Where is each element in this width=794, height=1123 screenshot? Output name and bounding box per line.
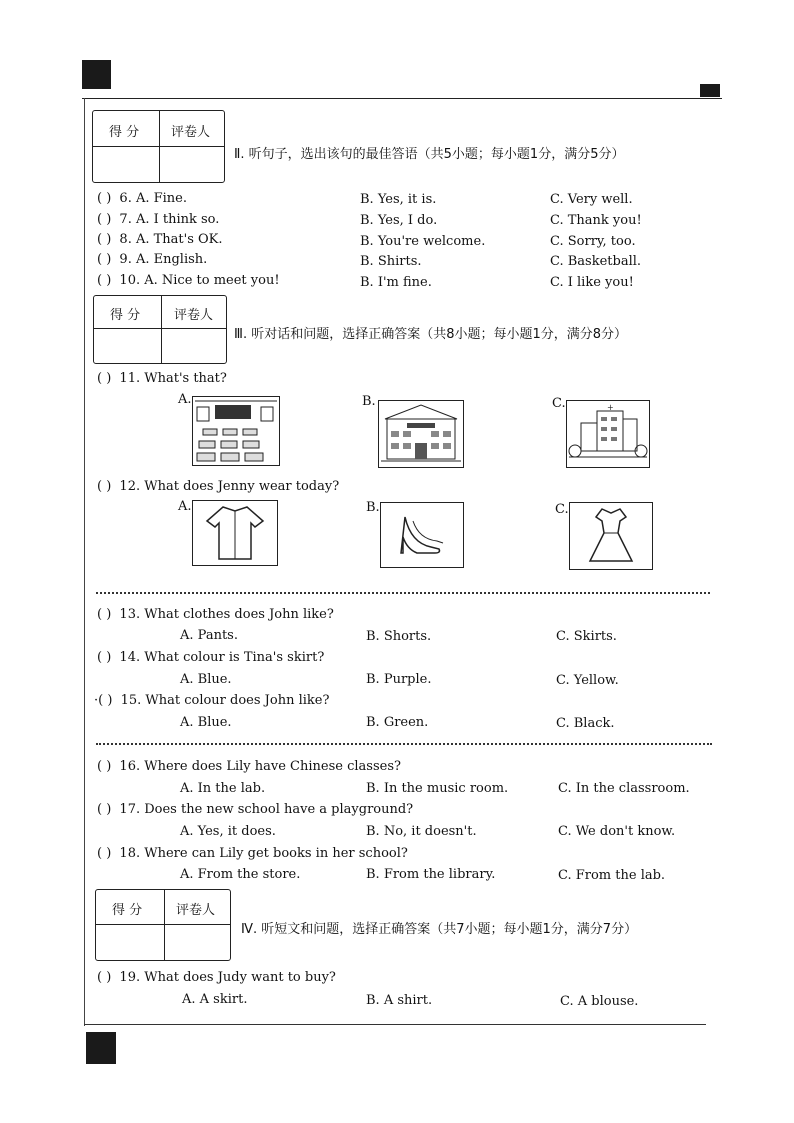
question-text: 16. Where does Lily have Chinese classes?: [119, 759, 401, 774]
frame-top-rule: [82, 98, 722, 99]
question-text: 15. What colour does John like?: [120, 693, 330, 708]
option-b-label: B.: [366, 500, 380, 515]
question-12: [97, 479, 339, 494]
option-b: B. No, it doesn't.: [366, 824, 477, 839]
question-text: 13. What clothes does John like?: [119, 607, 334, 622]
question-19: [97, 970, 336, 985]
score-box-section-3: [93, 295, 227, 364]
question-16: [97, 759, 401, 774]
school-building-picture[interactable]: [378, 400, 464, 468]
option-a-label: A.: [178, 499, 192, 514]
answer-bracket[interactable]: ( ): [97, 371, 112, 386]
option-b-label: B.: [362, 394, 376, 409]
question-14: [97, 650, 324, 665]
question-text: 17. Does the new school have a playground?: [119, 802, 414, 817]
corner-mark-top-right: [700, 84, 720, 97]
answer-bracket[interactable]: ( ): [97, 212, 112, 227]
question-18: [97, 846, 408, 861]
score-box-section-2: [92, 110, 225, 183]
answer-bracket[interactable]: ( ): [97, 191, 112, 206]
section-4-title: Ⅳ. 听短文和问题，选择正确答案（共7小题；每小题1分，满分7分）: [241, 922, 638, 937]
option-c: C. I like you!: [550, 275, 634, 290]
option-b: B. Green.: [366, 715, 429, 730]
grader-label: 评卷人: [171, 125, 211, 140]
option-c: C. Sorry, too.: [550, 234, 636, 249]
question-9: [97, 252, 207, 267]
answer-bracket[interactable]: ·( ): [94, 693, 113, 708]
question-11: [97, 371, 227, 386]
question-text: 8. A. That's OK.: [119, 232, 223, 247]
question-13: [97, 607, 334, 622]
dotted-separator: [96, 592, 710, 594]
question-text: 6. A. Fine.: [119, 191, 187, 206]
option-c: C. Black.: [556, 716, 615, 731]
question-text: 14. What colour is Tina's skirt?: [119, 650, 325, 665]
grader-label: 评卷人: [176, 903, 216, 918]
option-b: B. A shirt.: [366, 993, 433, 1008]
svg-text:+: +: [607, 403, 614, 412]
frame-bottom-rule: [84, 1024, 706, 1025]
option-a-label: A.: [178, 392, 192, 407]
question-text: 10. A. Nice to meet you!: [119, 273, 280, 288]
answer-bracket[interactable]: ( ): [97, 479, 112, 494]
option-c: C. A blouse.: [560, 994, 639, 1009]
question-8: [97, 232, 223, 247]
question-15: [94, 693, 329, 708]
option-b: B. From the library.: [366, 867, 496, 882]
score-box-section-4: [95, 889, 231, 961]
answer-bracket[interactable]: ( ): [97, 607, 112, 622]
option-c: C. Very well.: [550, 192, 633, 207]
question-6: [97, 191, 187, 206]
option-a: A. A skirt.: [182, 992, 248, 1007]
answer-bracket[interactable]: ( ): [97, 273, 112, 288]
question-text: 18. Where can Lily get books in her school?: [119, 846, 408, 861]
question-17: [97, 802, 413, 817]
option-b: B. Shorts.: [366, 629, 432, 644]
answer-bracket[interactable]: ( ): [97, 970, 112, 985]
option-a: A. Yes, it does.: [180, 824, 276, 839]
shoes-picture[interactable]: [380, 502, 464, 568]
question-text: 11. What's that?: [119, 371, 227, 386]
frame-left-rule: [84, 98, 85, 1026]
answer-bracket[interactable]: ( ): [97, 759, 112, 774]
option-c: C. Basketball.: [550, 254, 642, 269]
score-label: 得 分: [112, 903, 143, 918]
score-label: 得 分: [109, 125, 140, 140]
option-b: B. You're welcome.: [360, 234, 486, 249]
hospital-building-picture[interactable]: [566, 400, 650, 468]
corner-mark-bottom-left: [86, 1032, 116, 1064]
option-a: A. In the lab.: [180, 781, 266, 796]
dress-picture[interactable]: [569, 502, 653, 570]
answer-bracket[interactable]: ( ): [97, 252, 112, 267]
option-b: B. I'm fine.: [360, 275, 432, 290]
coat-picture[interactable]: [192, 500, 278, 566]
classroom-picture[interactable]: [192, 396, 280, 466]
question-text: 19. What does Judy want to buy?: [119, 970, 336, 985]
option-b: B. Shirts.: [360, 254, 422, 269]
option-b: B. Yes, I do.: [360, 213, 438, 228]
answer-bracket[interactable]: ( ): [97, 802, 112, 817]
grader-label: 评卷人: [174, 308, 214, 323]
answer-bracket[interactable]: ( ): [97, 232, 112, 247]
answer-bracket[interactable]: ( ): [97, 846, 112, 861]
section-3-title: Ⅲ. 听对话和问题，选择正确答案（共8小题；每小题1分，满分8分）: [234, 327, 628, 342]
option-c: C. We don't know.: [558, 824, 676, 839]
option-c: C. Yellow.: [556, 673, 619, 688]
option-c: C. Thank you!: [550, 213, 642, 228]
corner-mark-top-left: [82, 60, 111, 89]
question-7: [97, 212, 219, 227]
option-c-label: C.: [555, 502, 569, 517]
option-b: B. Yes, it is.: [360, 192, 437, 207]
option-b: B. Purple.: [366, 672, 432, 687]
question-text: 9. A. English.: [119, 252, 208, 267]
section-2-title: Ⅱ. 听句子，选出该句的最佳答语（共5小题；每小题1分，满分5分）: [234, 147, 625, 162]
option-c-label: C.: [552, 396, 566, 411]
option-c: C. In the classroom.: [558, 781, 690, 796]
question-10: [97, 273, 280, 288]
question-text: 12. What does Jenny wear today?: [119, 479, 340, 494]
option-c: C. Skirts.: [556, 629, 617, 644]
dotted-separator: [96, 743, 712, 745]
option-a: A. Pants.: [180, 628, 238, 643]
score-label: 得 分: [110, 308, 141, 323]
option-a: A. Blue.: [180, 715, 232, 730]
option-c: C. From the lab.: [558, 868, 666, 883]
option-b: B. In the music room.: [366, 781, 509, 796]
option-a: A. Blue.: [180, 672, 232, 687]
answer-bracket[interactable]: ( ): [97, 650, 112, 665]
question-text: 7. A. I think so.: [119, 212, 220, 227]
option-a: A. From the store.: [180, 867, 301, 882]
